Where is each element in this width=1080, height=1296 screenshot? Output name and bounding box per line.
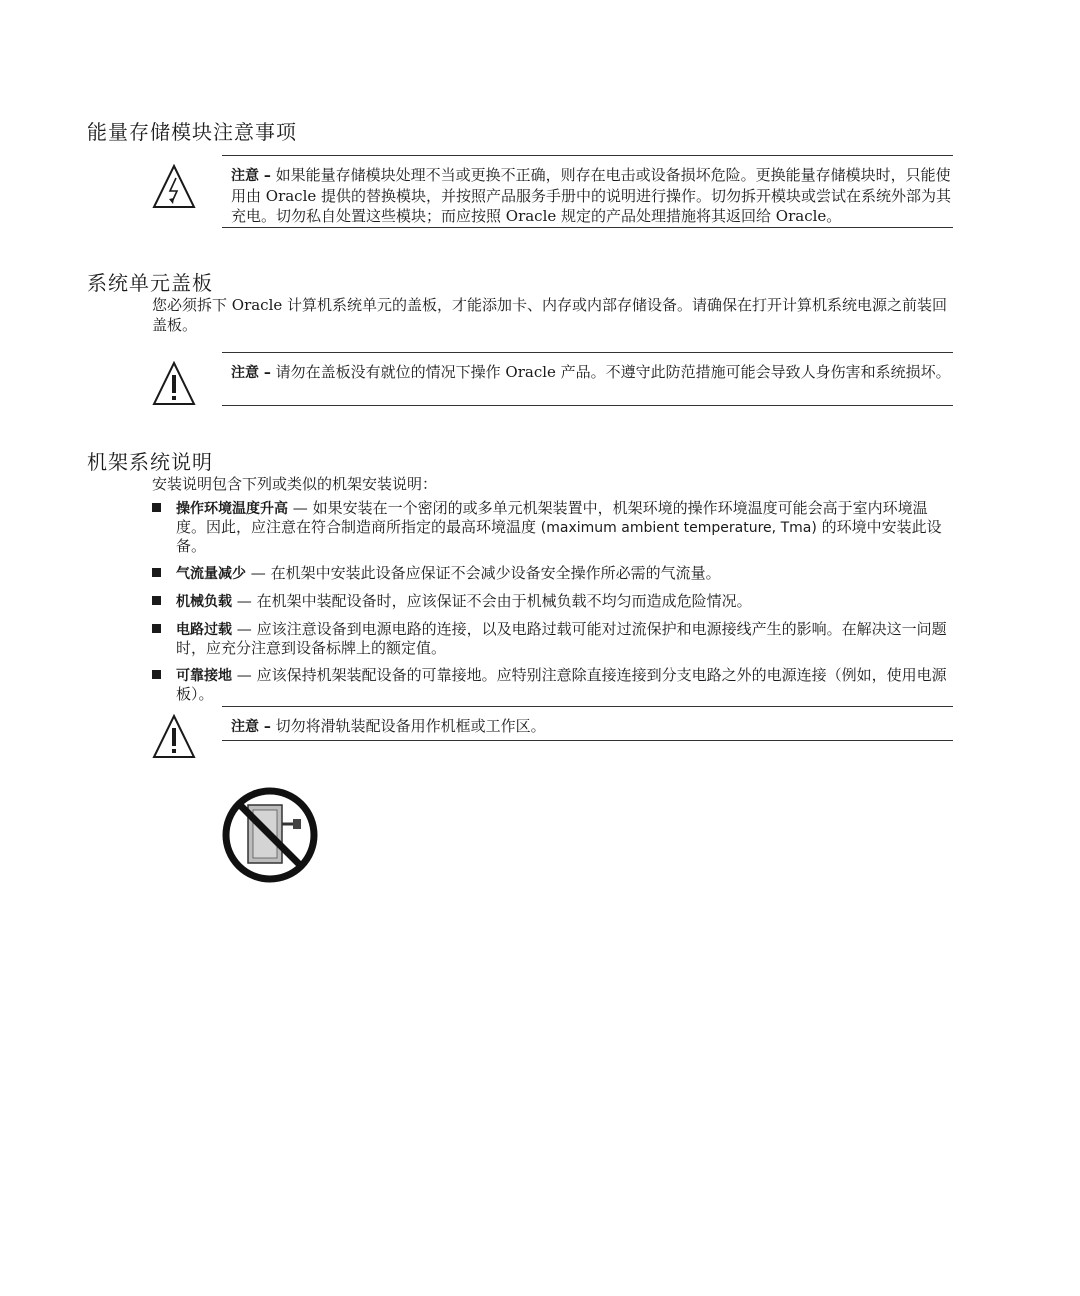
section-heading-system-cover: 系统单元盖板 xyxy=(87,271,213,295)
note-text: 请勿在盖板没有就位的情况下操作 Oracle 产品。不遵守此防范措施可能会导致人身伤害和系统损坏。 xyxy=(275,363,951,381)
item-en-term: (maximum ambient temperature, Tma) xyxy=(540,520,817,536)
item-term: 气流量减少 xyxy=(176,566,246,582)
bullet-square xyxy=(152,624,161,633)
item-dash: — xyxy=(292,499,308,517)
item-text: 应该注意设备到电源电路的连接，以及电路过载可能对过流保护和电源接线产生的影响。在解决这一问题时，应充分注意到设备标牌上的额定值。 xyxy=(176,620,947,657)
note-bottom-rule xyxy=(222,405,953,406)
note-energy-storage xyxy=(231,165,953,226)
item-dash: — xyxy=(236,666,252,684)
rack-instructions-list xyxy=(152,499,952,712)
note-top-rule xyxy=(222,352,953,353)
list-item xyxy=(152,620,952,657)
list-item xyxy=(152,592,952,611)
list-item xyxy=(152,666,952,703)
item-term: 可靠接地 xyxy=(176,668,232,684)
note-label: 注意 – xyxy=(231,719,271,735)
bullet-square xyxy=(152,596,161,605)
note-label: 注意 – xyxy=(231,168,271,184)
note-bottom-rule xyxy=(222,740,953,741)
item-dash: — xyxy=(236,592,252,610)
list-item xyxy=(152,499,952,555)
note-text: 切勿将滑轨装配设备用作机框或工作区。 xyxy=(275,717,546,735)
bullet-square xyxy=(152,568,161,577)
item-dash: — xyxy=(250,564,266,582)
note-top-rule xyxy=(222,706,953,707)
section-heading-energy-storage: 能量存储模块注意事项 xyxy=(87,120,297,144)
item-term: 操作环境温度升高 xyxy=(176,501,288,517)
note-text: 如果能量存储模块处理不当或更换不正确，则存在电击或设备损坏危险。更换能量存储模块时，只能使用由 Oracle 提供的替换模块，并按照产品服务手册中的说明进行操作。切勿拆开模块或尝试在系统外部为其充电。切勿私自处置这些模块；而应按照 Oracle 规定的产品处理措施将其返回给 Oracle。 xyxy=(231,166,952,225)
electric-hazard-icon xyxy=(152,164,196,209)
item-term: 机械负载 xyxy=(176,594,232,610)
list-item xyxy=(152,564,952,583)
item-dash: — xyxy=(236,620,252,638)
system-cover-paragraph: 您必须拆下 Oracle 计算机系统单元的盖板，才能添加卡、内存或内部存储设备。请确保在打开计算机系统电源之前装回盖板。 xyxy=(152,296,948,334)
caution-icon xyxy=(152,361,196,406)
item-text: 如果安装在一个密闭的或多单元机架装置中，机架环境的操作环境温度可能会高于室内环境温度。因此，应注意在符合制造商所指定的最高环境温度 xyxy=(176,499,928,536)
bullet-square xyxy=(152,670,161,679)
note-bottom-rule xyxy=(222,227,953,228)
note-label: 注意 – xyxy=(231,365,271,381)
caution-icon xyxy=(152,714,196,759)
item-term: 电路过载 xyxy=(176,622,232,638)
item-text: 应该保持机架装配设备的可靠接地。应特别注意除直接连接到分支电路之外的电源连接（例如，使用电源板）。 xyxy=(176,666,947,703)
item-text: 在机架中安装此设备应保证不会减少设备安全操作所必需的气流量。 xyxy=(270,564,721,582)
item-text: 在机架中装配设备时，应该保证不会由于机械负载不均匀而造成危险情况。 xyxy=(256,592,752,610)
bullet-square xyxy=(152,503,161,512)
item-text-after: 的环境中安装此设备。 xyxy=(176,518,942,555)
note-top-rule xyxy=(222,155,953,156)
section-heading-rack-system: 机架系统说明 xyxy=(87,450,213,474)
no-rack-workspace-icon xyxy=(221,786,319,884)
note-system-cover xyxy=(231,362,953,383)
note-rack-rails xyxy=(231,716,953,737)
rack-intro: 安装说明包含下列或类似的机架安装说明： xyxy=(152,475,438,493)
